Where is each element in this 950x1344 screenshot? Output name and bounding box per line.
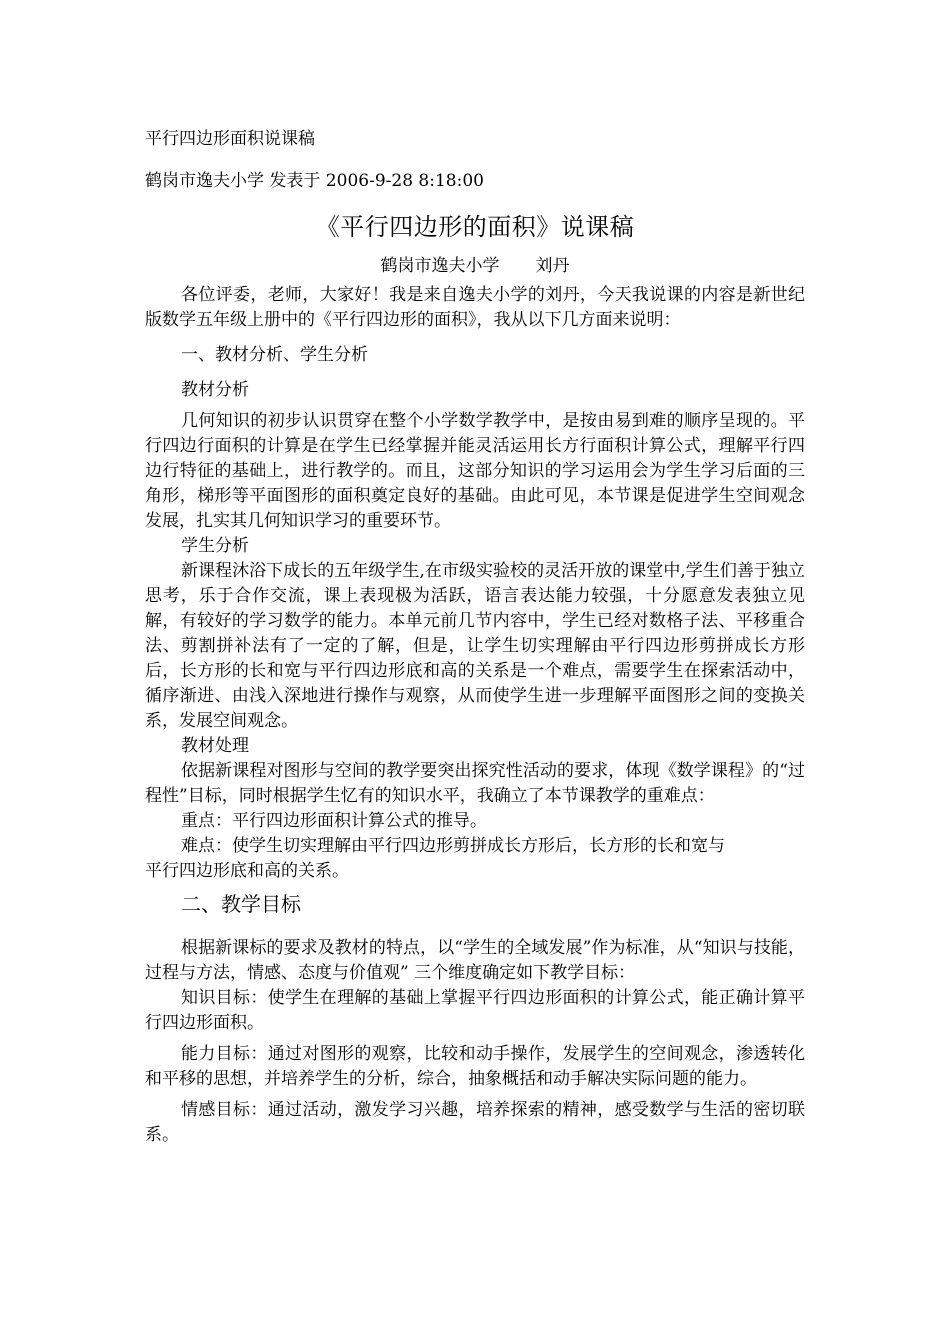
ability-objective: 能力目标：通过对图形的观察，比较和动手操作，发展学生的空间观念，渗透转化和平移的思想，并培养学生的分析，综合，抽象概括和动手解决实际问题的能力。 <box>145 1044 805 1089</box>
section-2-heading: 二、教学目标 <box>181 892 301 916</box>
knowledge-objective: 知识目标：使学生在理解的基础上掌握平行四边形面积的计算公式，能正确计算平行四边形面积。 <box>145 988 805 1033</box>
difficulty-point <box>145 834 805 884</box>
byline-author: 刘丹 <box>535 256 570 276</box>
document-title: 《平行四边形的面积》说课稿 <box>315 213 635 241</box>
student-analysis-heading: 学生分析 <box>181 536 249 556</box>
post-meta: 鹤岗市逸夫小学 发表于 2006-9-28 8:18:00 <box>145 171 484 191</box>
section-1-heading: 一、教材分析、学生分析 <box>181 345 368 365</box>
difficulty-line-2: 平行四边形底和高的关系。 <box>145 861 349 881</box>
page-header-title: 平行四边形面积说课稿 <box>145 129 315 149</box>
document-page <box>145 126 805 1148</box>
emotion-objective: 情感目标：通过活动，激发学习兴趣，培养探索的精神，感受数学与生活的密切联系。 <box>145 1100 805 1145</box>
byline-school: 鹤岗市逸夫小学 <box>380 256 500 276</box>
difficulty-line-1: 难点：使学生切实理解由平行四边形剪拼成长方形后，长方形的长和宽与 <box>181 836 725 856</box>
textbook-handling-text: 依据新课程对图形与空间的教学要突出探究性活动的要求，体现《数学课程》的“过程性”目标，同时根据学生忆有的知识水平，我确立了本节课教学的重难点： <box>145 761 805 806</box>
textbook-analysis-heading: 教材分析 <box>181 380 249 400</box>
key-point: 重点：平行四边形面积计算公式的推导。 <box>181 811 487 831</box>
intro-paragraph: 各位评委，老师，大家好！我是来自逸夫小学的刘丹，今天我说课的内容是新世纪版数学五年级上册中的《平行四边形的面积》，我从以下几方面来说明： <box>145 285 805 330</box>
objectives-intro: 根据新课标的要求及教材的特点，以“学生的全域发展”作为标准，从“知识与技能，过程与方法，情感、态度与价值观” 三个维度确定如下教学目标： <box>145 938 805 983</box>
textbook-handling-heading: 教材处理 <box>181 736 249 756</box>
byline <box>145 254 805 279</box>
textbook-analysis-text: 几何知识的初步认识贯穿在整个小学数学教学中，是按由易到难的顺序呈现的。平行四边行面积的计算是在学生已经掌握并能灵活运用长方行面积计算公式，理解平行四边行特征的基础上，进行教学的。而且，这部分知识的学习运用会为学生学习后面的三角形，梯形等平面图形的面积奠定良好的基础。由此可见，本节课是促进学生空间观念发展，扎实其几何知识学习的重要环节。 <box>145 411 805 531</box>
student-analysis-text: 新课程沐浴下成长的五年级学生,在市级实验校的灵活开放的课堂中,学生们善于独立思考，乐于合作交流，课上表现极为活跃，语言表达能力较强，十分愿意发表独立见解，有较好的学习数学的能力。本单元前几节内容中，学生已经对数格子法、平移重合法、剪割拼补法有了一定的了解，但是，让学生切实理解由平行四边形剪拼成长方形后，长方形的长和宽与平行四边形底和高的关系是一个难点，需要学生在探索活动中，循序渐进、由浅入深地进行操作与观察，从而使学生进一步理解平面图形之间的变换关系，发展空间观念。 <box>145 561 805 731</box>
